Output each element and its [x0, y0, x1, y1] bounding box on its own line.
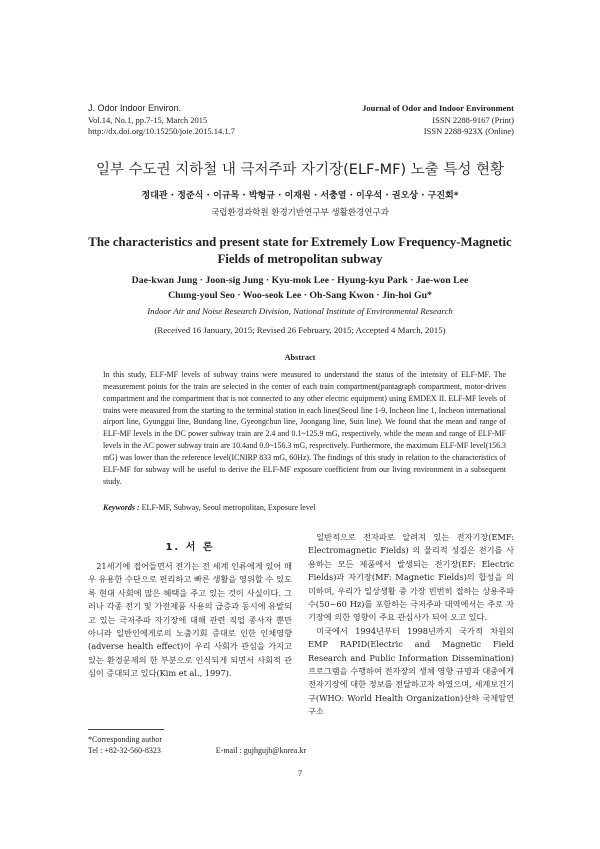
left-column	[88, 560, 292, 681]
title-english-line-1: The characteristics and present state for Extremely Low Frequency-Magnetic	[88, 235, 512, 249]
affiliation-korean: 국립환경과학원 환경기반연구부 생활환경연구과	[211, 208, 389, 218]
keywords-text: ELF-MF, Subway, Seoul metropolitan, Exposure level	[139, 503, 316, 512]
intro-paragraph-2: 일반적으로 전자파로 알려져 있는 전자기장(EMF: Electromagnetic Fields) 의 물리적 성질은 전기를 사용하는 모든 제품에서 발생되는 전기장(EF: Electric Fields)과 자기장(MF: Magnetic Fields)의 합성을 의미하며, 우리가 일상생활 중 가장 빈번히 접하는 상용주파수(50~60 Hz)를 포함하는 극저주파 대역에서는 주로 자기장에 의한 영향이 주요 관심사가 되어 오고 있다.	[308, 532, 514, 623]
section-heading: 1. 서 론	[165, 542, 215, 553]
footnote-corresponding: *Corresponding author	[88, 735, 162, 744]
header-right	[362, 103, 514, 138]
header-left	[88, 103, 235, 138]
title-english-line-2: Fields of metropolitan subway	[217, 252, 383, 266]
authors-korean: 정대관 · 정준식 · 이규목 · 박형규 · 이재원 · 서충열 · 이우석 · 권오상 · 구진회*	[141, 191, 459, 201]
title-english	[60, 234, 540, 268]
intro-paragraph-3: 미국에서 1994년부터 1998년까지 국가적 차원의 EMP RAPID(Electric and Magnetic Field Research and Public Information Dissemination) 프로그램을 수행하여 전자장의 생체 영향 규명과 대중에게 전자기장에 대한 정보를 전달하고자 하였으며, 세계보건기구(WHO: World Health Organization)산하 국제암연구소	[308, 625, 514, 717]
authors-english	[60, 273, 540, 303]
footnote-tel: Tel : +82-32-560-8323	[88, 745, 161, 755]
intro-paragraph-1: 21세기에 접어들면서 전기는 전 세계 인류에게 있어 매우 유용한 수단으로 편리하고 빠른 생활을 영위할 수 있도록 현대 사회에 많은 혜택을 주고 있는 것이 사실이다. 그러나 각종 전기 및 가전제품 사용의 급증과 동시에 유발되고 있는 극저주파 자기장에 대해 관련 직업 종사자 뿐만 아니라 일반인에게로의 노출기회 증대로 인한 인체영향(adverse health effect)이 우리 사회가 관심을 가지고 있는 환경문제의 한 부분으로 인식되게 되면서 사회적 관심이 증대되고 있다(Kim et al., 1997).	[88, 561, 292, 679]
right-column	[308, 531, 514, 719]
volume-line: Vol.14, No.1, pp.7-15, March 2015	[88, 114, 208, 125]
keywords-label: Keywords :	[103, 503, 140, 512]
abstract-heading: Abstract	[284, 353, 316, 362]
issn-online: ISSN 2288-923X (Online)	[423, 126, 514, 136]
affiliation-english: Indoor Air and Noise Research Division, National Institute of Environmental Research	[147, 306, 453, 316]
footnote-email[interactable]: E-mail : gujhgujh@korea.kr	[215, 745, 306, 755]
title-korean: 일부 수도권 지하철 내 극저주파 자기장(ELF-MF) 노출 특성 현황	[95, 162, 504, 178]
doi-link[interactable]: http://dx.doi.org/10.15250/joie.2015.14.1.7	[88, 126, 235, 136]
journal-short-name: J. Odor Indoor Environ.	[88, 103, 182, 113]
received-dates: (Received 16 January, 2015; Revised 26 February, 2015; Accepted 4 March, 2015)	[154, 325, 446, 335]
issn-print: ISSN 2288-9167 (Print)	[432, 114, 514, 125]
keywords	[103, 503, 506, 512]
authors-english-line-2: Chung-youl Seo · Woo-seok Lee · Oh-Sang Kwon · Jin-hoi Gu*	[168, 290, 432, 301]
abstract-text: In this study, ELF-MF levels of subway trains were measured to understand the status of the intensity of ELF-MF. The measurement points for the train are selected in the center of each train compartment(pantagraph compartment, motor-driven compartment and the compartment that is not connected to any other electric equipment) using EMDEX II. ELF-MF levels of trains were measured from the starting to the terminal station in each lines(Seoul line 1-9, Incheon line 1, Incheon international airport line, Gyunggui line, Bundang line, Gyeongchun line, Joongang line, Suin line). We found that the mean and range of ELF-MF levels in the DC power subway train are 2.4 and 0.1~125.9 mG, respectively, while the mean and range of ELF-MF levels in the AC power subway train are 10.4and 0.0~156.3 mG, respectively. Furthermore, the maximum ELF-MF level(156.3 mG) was lower than the reference level(ICNIRP 833 mG, 60Hz). The findings of this study in relation to the characteristics of ELF-MF for subway will be useful to derive the ELF-MF exposure coefficient from our living environment in a subsequent study.	[103, 370, 506, 486]
footnote	[88, 735, 306, 756]
page-number: 7	[297, 768, 303, 778]
journal-full-name: Journal of Odor and Indoor Environment	[362, 103, 514, 113]
authors-english-line-1: Dae-kwan Jung · Joon-sig Jung · Kyu-mok Lee · Hyung-kyu Park · Jae-won Lee	[131, 275, 469, 286]
footnote-divider	[88, 729, 164, 730]
